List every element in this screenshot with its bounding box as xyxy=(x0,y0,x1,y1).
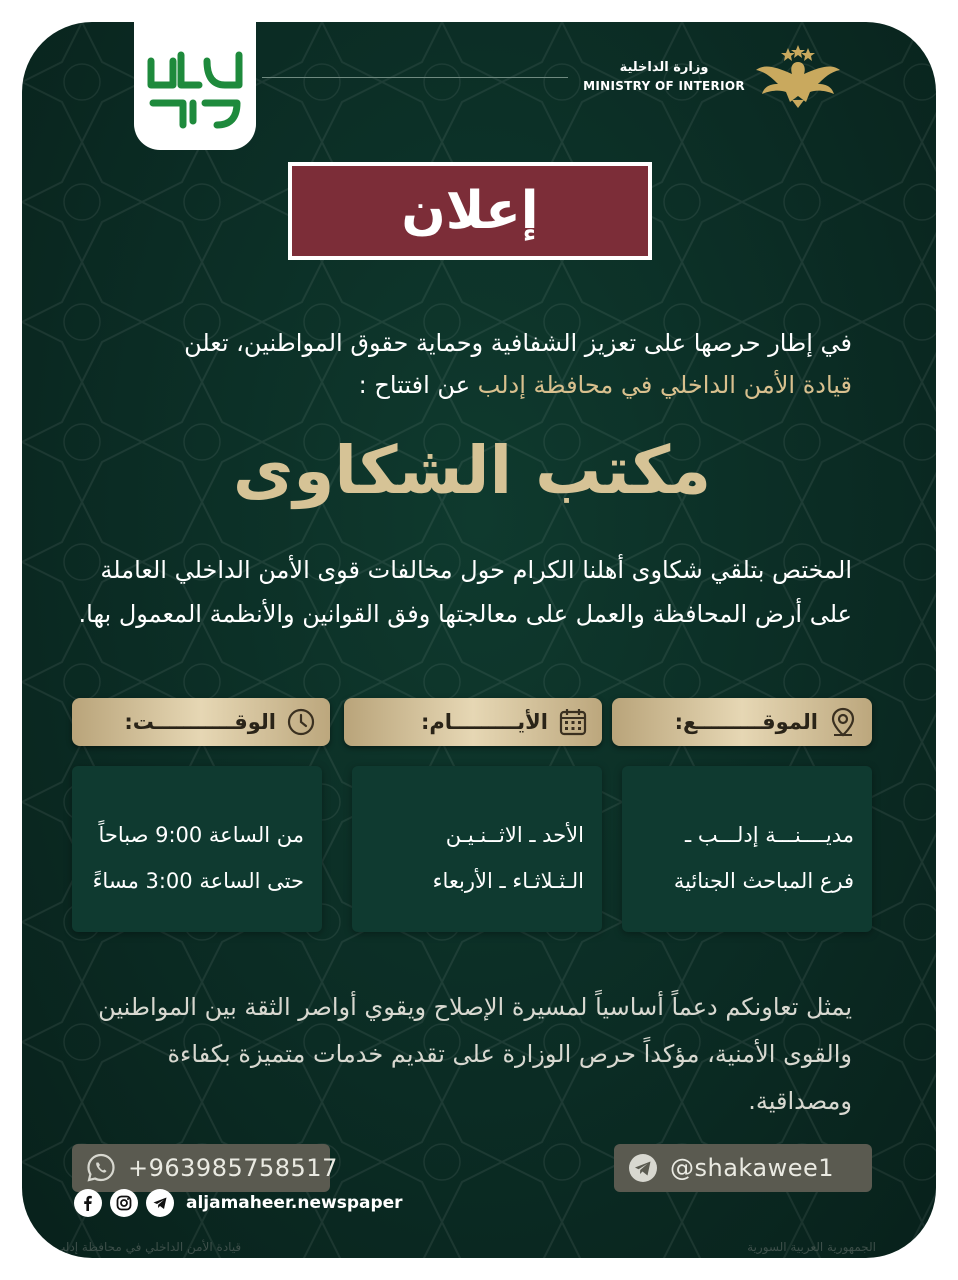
days-label-pill xyxy=(344,698,602,746)
days-line-2: الـثـلاثـاء ـ الأربعاء xyxy=(432,869,584,893)
location-box xyxy=(622,766,872,932)
intro-paragraph xyxy=(72,322,852,406)
ministry-name-arabic: وزارة الداخلية xyxy=(619,60,709,75)
telegram-icon xyxy=(626,1151,660,1185)
aljamaheer-logo xyxy=(134,22,256,150)
intro-highlight: قيادة الأمن الداخلي في محافظة إدلب xyxy=(477,371,852,399)
telegram-contact[interactable] xyxy=(614,1144,872,1192)
newspaper-handle[interactable]: aljamaheer.newspaper xyxy=(186,1193,403,1213)
days-line-1: الأحد ـ الاثــنـيـن xyxy=(445,823,584,847)
instagram-icon[interactable] xyxy=(110,1189,138,1217)
closing-paragraph: يمثل تعاونكم دعماً أساسياً لمسيرة الإصلاح ويقوي أواصر الثقة بين المواطنين والقوى الأمنية، مؤكداً حرص الوزارة على تقديم خدمات متميزة بكفاءة ومصداقية. xyxy=(98,993,852,1115)
location-line-1: مديــــنـــة إدلـــب ـ xyxy=(685,823,854,847)
eagle-emblem-icon xyxy=(754,44,842,110)
whatsapp-number: +963985758517 xyxy=(128,1154,338,1182)
time-box xyxy=(72,766,322,932)
social-row xyxy=(74,1188,403,1218)
announcement-banner: إعلان xyxy=(288,162,652,260)
announcement-card xyxy=(22,22,936,1258)
ministry-name xyxy=(578,60,750,93)
time-label: الوقـــــــــــت: xyxy=(124,710,276,734)
whatsapp-contact[interactable] xyxy=(72,1144,338,1192)
location-label-pill xyxy=(612,698,872,746)
ministry-name-english: MINISTRY OF INTERIOR xyxy=(583,79,745,93)
days-label: الأيـــــــــام: xyxy=(421,710,548,734)
intro-rest: عن افتتاح : xyxy=(358,371,478,399)
location-pin-icon xyxy=(826,705,860,739)
time-line-1: من الساعة 9:00 صباحاً xyxy=(98,823,304,847)
telegram-handle: @shakawee1 xyxy=(670,1154,835,1182)
days-box xyxy=(352,766,602,932)
footer-country: الجمهورية العربية السورية xyxy=(747,1240,876,1254)
location-label: الموقـــــــــع: xyxy=(674,710,818,734)
whatsapp-icon xyxy=(84,1151,118,1185)
facebook-icon[interactable] xyxy=(74,1189,102,1217)
time-label-pill xyxy=(72,698,330,746)
office-title: مكتب الشكاوى xyxy=(232,432,712,509)
telegram-small-icon[interactable] xyxy=(146,1189,174,1217)
location-line-2: فرع المباحث الجنائية xyxy=(673,869,854,893)
description-paragraph: المختص بتلقي شكاوى أهلنا الكرام حول مخالفات قوى الأمن الداخلي العاملة على أرض المحافظة والعمل على معالجتها وفق القوانين والأنظمة المعمول بها. xyxy=(78,556,852,628)
time-line-2: حتى الساعة 3:00 مساءً xyxy=(92,869,304,893)
calendar-icon xyxy=(556,705,590,739)
footer-command: قيادة الأمن الداخلي في محافظة إدلب xyxy=(54,1240,242,1254)
header-divider xyxy=(262,77,568,78)
clock-icon xyxy=(284,705,318,739)
intro-line: في إطار حرصها على تعزيز الشفافية وحماية حقوق المواطنين، تعلن xyxy=(184,329,852,357)
aljamaheer-logo-icon xyxy=(143,41,247,131)
